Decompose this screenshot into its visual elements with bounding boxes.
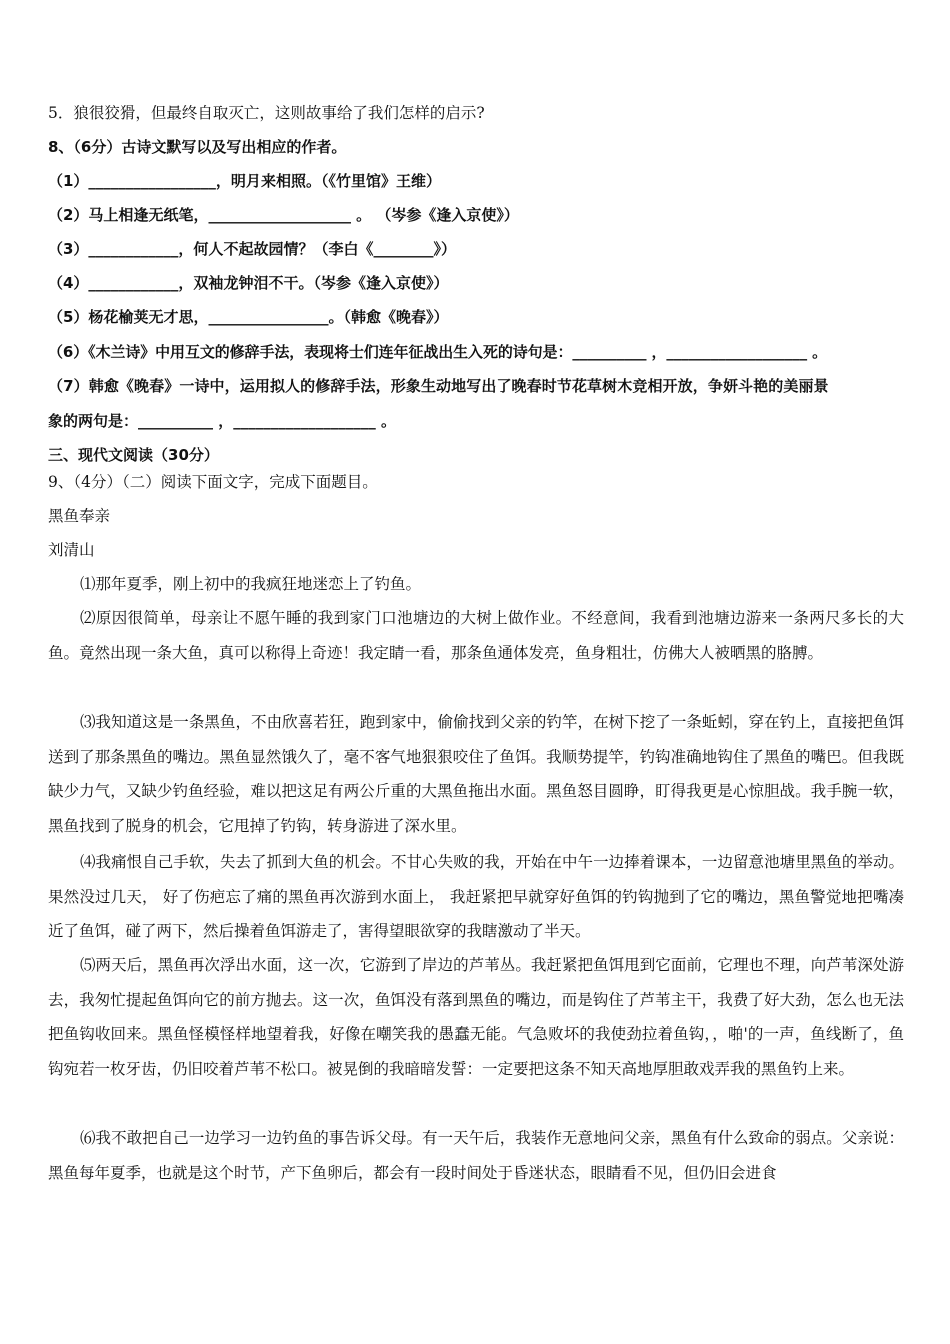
article-paragraph-5: ⑸两天后，黑鱼再次浮出水面，这一次，它游到了岸边的芦苇丛。我赶紧把鱼饵甩到它面前，它理也不理，向芦苇深处游去，我匆忙提起鱼饵向它的前方抛去。这一次，鱼饵没有落到黑鱼的嘴边，而是钩住了芦苇主干，我费了好大劲，怎么也无法把鱼钩收回来。黑鱼怪模怪样地望着我，好像在嘲笑我的愚蠢无能。气急败坏的我使劲拉着鱼钩，，啪'的一声，鱼线断了，鱼钩宛若一枚牙齿，仍旧咬着芦苇不松口。被晃倒的我暗暗发誓：一定要把这条不知天高地厚胆敢戏弄我的黑鱼钓上来。: [48, 956, 904, 1078]
article-paragraph-2: ⑵原因很简单，母亲让不愿午睡的我到家门口池塘边的大树上做作业。不经意间，我看到池塘边游来一条两尺多长的大鱼。竟然出现一条大鱼，真可以称得上奇迹！我定睛一看，那条鱼通体发亮，鱼身粗壮，仿佛大人被晒黑的胳膊。: [48, 609, 904, 662]
q8-item-1: （1）_________________，明月来相照。（《竹里馆》王维）: [48, 172, 441, 190]
q8-item-5: （5）杨花榆荚无才思，________________。（韩愈《晚春》）: [48, 308, 449, 326]
section-3-heading: 三、现代文阅读（30分）: [48, 446, 219, 464]
q8-item-7-line1: （7）韩愈《晚春》一诗中，运用拟人的修辞手法，形象生动地写出了晚春时节花草树木竞相开放，争妍斗艳的美丽景: [48, 377, 829, 395]
article-title: 黑鱼奉亲: [48, 507, 111, 525]
q8-item-6: （6）《木兰诗》中用互文的修辞手法，表现将士们连年征战出生入死的诗句是：__________ ，___________________ 。: [48, 343, 827, 361]
question-9: 9、（4分）（二）阅读下面文字，完成下面题目。: [48, 473, 378, 491]
q8-item-7-line2: 象的两句是：__________ ，___________________ 。: [48, 412, 396, 430]
q8-item-3: （3）____________，何人不起故园情？（李白《________》）: [48, 240, 456, 258]
article-author: 刘清山: [48, 541, 95, 559]
question-8-heading: 8、（6分）古诗文默写以及写出相应的作者。: [48, 138, 347, 156]
question-5: 5．狼很狡猾，但最终自取灭亡，这则故事给了我们怎样的启示?: [48, 104, 485, 122]
article-paragraph-3: ⑶我知道这是一条黑鱼，不由欣喜若狂，跑到家中，偷偷找到父亲的钓竿，在树下挖了一条蚯蚓，穿在钓上，直接把鱼饵送到了那条黑鱼的嘴边。黑鱼显然饿久了，毫不客气地狠狠咬住了鱼饵。我顺势提竿，钓钩准确地钩住了黑鱼的嘴巴。但我既缺少力气，又缺少钓鱼经验，难以把这足有两公斤重的大黑鱼拖出水面。黑鱼怒目圆睁，盯得我更是心惊胆战。我手腕一软，黑鱼找到了脱身的机会，它甩掉了钓钩，转身游进了深水里。: [48, 713, 904, 835]
article-paragraph-6: ⑹我不敢把自己一边学习一边钓鱼的事告诉父母。有一天午后，我装作无意地问父亲，黑鱼有什么致命的弱点。父亲说：黑鱼每年夏季，也就是这个时节，产下鱼卵后，都会有一段时间处于昏迷状态，眼睛看不见，但仍旧会进食: [48, 1129, 904, 1182]
q8-item-4: （4）____________，双袖龙钟泪不干。（岑参《逢入京使》）: [48, 274, 449, 292]
article-paragraph-4: ⑷我痛恨自己手软，失去了抓到大鱼的机会。不甘心失败的我，开始在中午一边捧着课本，一边留意池塘里黑鱼的举动。果然没过几天， 好了伤疤忘了痛的黑鱼再次游到水面上， 我赶紧把早就穿好鱼饵的钓钩抛到了它的嘴边，黑鱼警觉地把嘴凑近了鱼饵，碰了两下，然后操着鱼饵游走了，害得望眼欲穿的我瞎激动了半天。: [48, 853, 904, 940]
article-paragraph-1: ⑴那年夏季，刚上初中的我疯狂地迷恋上了钓鱼。: [80, 575, 422, 593]
q8-item-2: （2）马上相逢无纸笔，___________________ 。 （岑参《逢入京使》）: [48, 206, 519, 224]
